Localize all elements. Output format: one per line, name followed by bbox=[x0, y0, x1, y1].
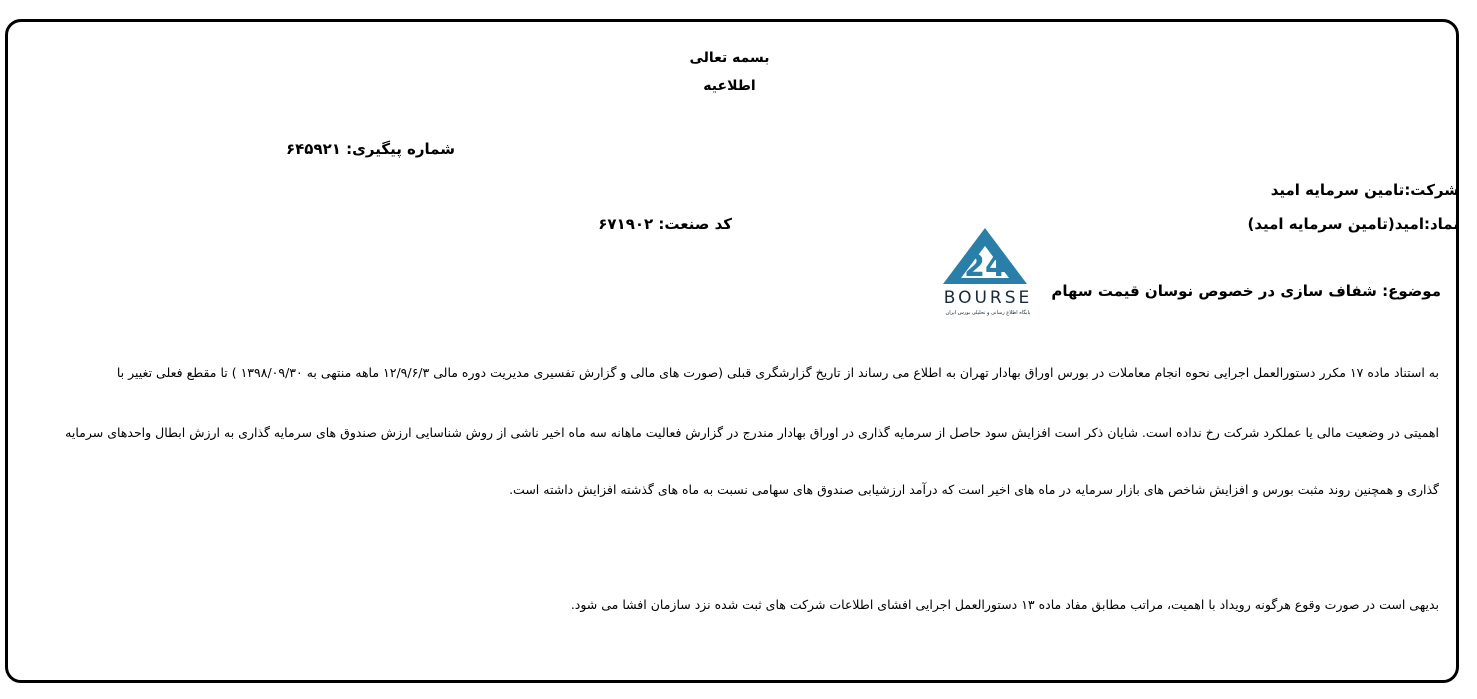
industry-value: ۶۷۱۹۰۲ bbox=[598, 215, 654, 233]
subject-value: شفاف سازی در خصوص نوسان قیمت سهام bbox=[1051, 282, 1377, 300]
body-line-4: بدیهی است در صورت وقوع هرگونه رویداد با اهمیت، مراتب مطابق مفاد ماده ۱۳ دستورالعمل اجرایی افشای اطلاعات شرکت های ثبت شده نزد سازمان افشا می شود. bbox=[570, 597, 1439, 612]
industry-label: کد صنعت: bbox=[658, 215, 732, 233]
company-label: شرکت: bbox=[1404, 181, 1459, 199]
company-value: تامین سرمایه امید bbox=[1270, 181, 1405, 199]
tracking-label: شماره پیگیری: bbox=[346, 140, 455, 158]
symbol-value: امید(تامین سرمایه امید) bbox=[1247, 215, 1424, 233]
symbol-label: نماد: bbox=[1423, 215, 1459, 233]
body-line-1: به استناد ماده ۱۷ مکرر دستورالعمل اجرایی نحوه انجام معاملات در بورس اوراق بهادار تهران به اطلاع می رساند از تاریخ گزارشگری قبلی (صورت های مالی و گزارش تفسیری مدیریت دوره مالی ۱۲/۹/۶/۳ ماهه منتهی به ۱۳۹۸/۰۹/۳۰ ) تا مقطع فعلی تغییر با bbox=[116, 365, 1439, 380]
notice-title: اطلاعیه bbox=[703, 78, 756, 94]
svg-text:24: 24 bbox=[964, 249, 1006, 284]
body-line-3: گذاری و همچنین روند مثبت بورس و افزایش شاخص های بازار سرمایه در ماه های اخیر است که درآمد ارزشیابی صندوق های سهامی نسبت به ماه های گذشته افزایش داشته است. bbox=[509, 482, 1439, 497]
industry-code bbox=[598, 215, 732, 233]
logo-brand-text: BOURSE bbox=[943, 288, 1033, 308]
bourse-logo bbox=[933, 226, 1053, 318]
tracking-value: ۶۴۵۹۲۱ bbox=[285, 140, 341, 158]
notice-frame bbox=[5, 19, 1459, 683]
body-line-2: اهمیتی در وضعیت مالی یا عملکرد شرکت رخ نداده است. شایان ذکر است افزایش سود حاصل از سرمایه گذاری در اوراق بهادار مندرج در گزارش فعالیت ماهانه سه ماه اخیر ناشی از روش شناسایی ارزش صندوق های سرمایه گذاری به ارزش ابطال واحدهای سرمایه bbox=[65, 425, 1439, 440]
subject-line bbox=[1051, 282, 1441, 300]
company-line bbox=[1271, 181, 1459, 199]
logo-tagline: پایگاه اطلاع رسانی و تحلیلی بورس ایران bbox=[945, 310, 1031, 316]
subject-label: موضوع: bbox=[1382, 282, 1441, 300]
tracking-number bbox=[286, 140, 455, 158]
basmala-heading: بسمه تعالی bbox=[689, 50, 770, 66]
bourse-logo-icon bbox=[933, 226, 1053, 318]
symbol-line bbox=[1247, 215, 1459, 233]
